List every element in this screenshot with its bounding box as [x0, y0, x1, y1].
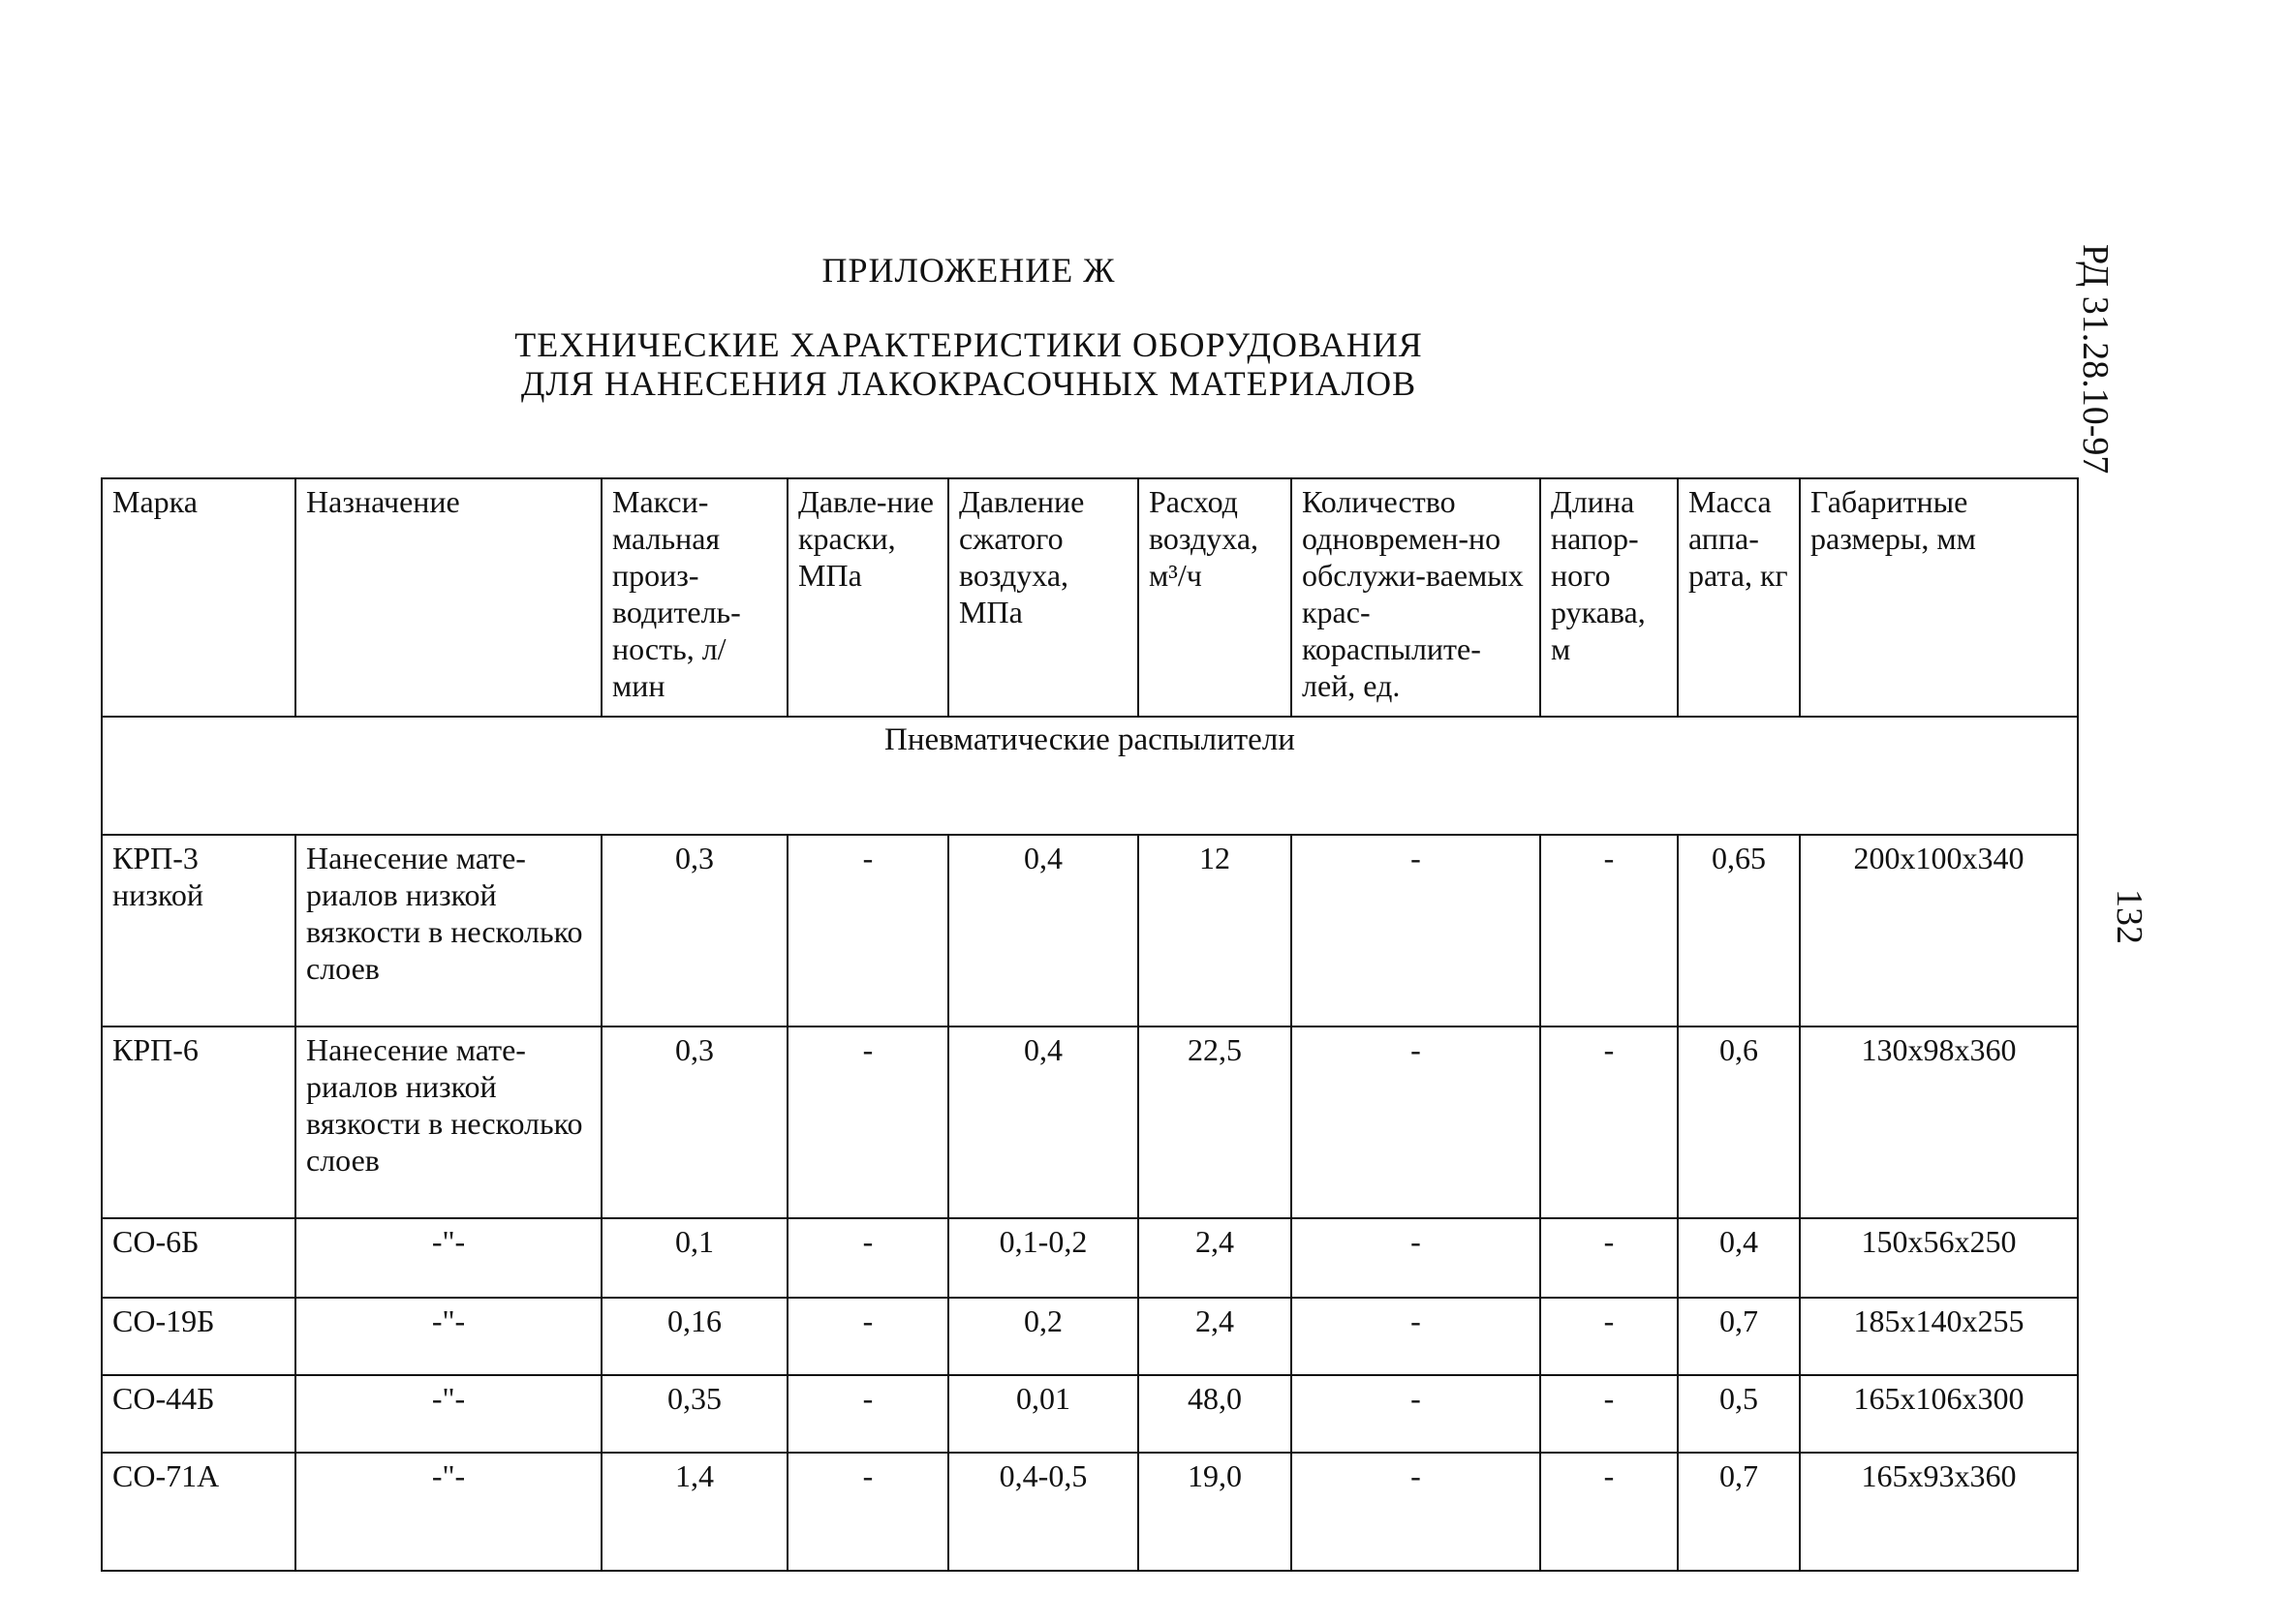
cell-mass: 0,7 — [1678, 1453, 1800, 1571]
cell-air-consumption: 2,4 — [1138, 1298, 1291, 1375]
cell-purpose: Нанесение мате-риалов низкой вязкости в несколько слоев — [295, 1026, 602, 1218]
cell-dimensions: 200x100x340 — [1800, 835, 2078, 1026]
cell-mass: 0,65 — [1678, 835, 1800, 1026]
document-title-line1: ТЕХНИЧЕСКИЕ ХАРАКТЕРИСТИКИ ОБОРУДОВАНИЯ — [514, 325, 1423, 364]
table-row — [102, 1453, 2078, 1571]
cell-productivity: 0,16 — [602, 1298, 788, 1375]
header-max-productivity: Макси-мальная произ-водитель-ность, л/мин — [602, 478, 788, 717]
cell-air-consumption: 12 — [1138, 835, 1291, 1026]
cell-mass: 0,4 — [1678, 1218, 1800, 1298]
header-sprayer-count: Количество одновремен-но обслужи-ваемых крас-кораспылите-лей, ед. — [1291, 478, 1540, 717]
header-brand: Марка — [102, 478, 295, 717]
cell-brand: СО-71А — [102, 1453, 295, 1571]
cell-purpose: -"- — [295, 1298, 602, 1375]
cell-paint-pressure: - — [788, 1026, 948, 1218]
cell-productivity: 0,1 — [602, 1218, 788, 1298]
cell-hose-length: - — [1540, 1453, 1678, 1571]
table-row — [102, 1298, 2078, 1375]
cell-purpose: -"- — [295, 1218, 602, 1298]
cell-hose-length: - — [1540, 1298, 1678, 1375]
cell-dimensions: 185x140x255 — [1800, 1298, 2078, 1375]
table-header-row — [102, 478, 2078, 717]
cell-air-pressure: 0,01 — [948, 1375, 1138, 1453]
table-row — [102, 1375, 2078, 1453]
group-title: Пневматические распылители — [102, 717, 2078, 835]
cell-hose-length: - — [1540, 835, 1678, 1026]
table-row — [102, 835, 2078, 1026]
cell-sprayer-count: - — [1291, 1375, 1540, 1453]
cell-dimensions: 165x106x300 — [1800, 1375, 2078, 1453]
cell-air-pressure: 0,2 — [948, 1298, 1138, 1375]
cell-mass: 0,6 — [1678, 1026, 1800, 1218]
header-air-pressure: Давление сжатого воздуха, МПа — [948, 478, 1138, 717]
cell-productivity: 0,35 — [602, 1375, 788, 1453]
cell-air-consumption: 48,0 — [1138, 1375, 1291, 1453]
cell-sprayer-count: - — [1291, 835, 1540, 1026]
cell-sprayer-count: - — [1291, 1026, 1540, 1218]
appendix-label: ПРИЛОЖЕНИЕ Ж — [821, 251, 1116, 290]
cell-purpose: Нанесение мате-риалов низкой вязкости в несколько слоев — [295, 835, 602, 1026]
header-paint-pressure: Давле-ние краски, МПа — [788, 478, 948, 717]
cell-hose-length: - — [1540, 1026, 1678, 1218]
header-hose-length: Длина напор-ного рукава, м — [1540, 478, 1678, 717]
cell-productivity: 1,4 — [602, 1453, 788, 1571]
cell-brand: СО-6Б — [102, 1218, 295, 1298]
cell-paint-pressure: - — [788, 1218, 948, 1298]
cell-dimensions: 165x93x360 — [1800, 1453, 2078, 1571]
cell-paint-pressure: - — [788, 1453, 948, 1571]
cell-productivity: 0,3 — [602, 1026, 788, 1218]
cell-air-consumption: 19,0 — [1138, 1453, 1291, 1571]
table-row — [102, 1026, 2078, 1218]
cell-sprayer-count: - — [1291, 1298, 1540, 1375]
cell-hose-length: - — [1540, 1218, 1678, 1298]
cell-productivity: 0,3 — [602, 835, 788, 1026]
cell-dimensions: 130x98x360 — [1800, 1026, 2078, 1218]
cell-air-pressure: 0,4-0,5 — [948, 1453, 1138, 1571]
cell-purpose: -"- — [295, 1453, 602, 1571]
cell-hose-length: - — [1540, 1375, 1678, 1453]
header-air-consumption: Расход воздуха, м³/ч — [1138, 478, 1291, 717]
cell-brand: КРП-3 низкой — [102, 835, 295, 1026]
cell-brand: СО-19Б — [102, 1298, 295, 1375]
cell-purpose: -"- — [295, 1375, 602, 1453]
document-code: РД 31.28.10-97 — [2075, 244, 2116, 475]
cell-air-pressure: 0,4 — [948, 835, 1138, 1026]
document-title-line2: ДЛЯ НАНЕСЕНИЯ ЛАКОКРАСОЧНЫХ МАТЕРИАЛОВ — [520, 364, 1417, 403]
cell-air-pressure: 0,1-0,2 — [948, 1218, 1138, 1298]
table-row — [102, 1218, 2078, 1298]
equipment-table — [101, 477, 2079, 1572]
cell-air-consumption: 22,5 — [1138, 1026, 1291, 1218]
header-dimensions: Габаритные размеры, мм — [1800, 478, 2078, 717]
cell-sprayer-count: - — [1291, 1218, 1540, 1298]
cell-brand: СО-44Б — [102, 1375, 295, 1453]
cell-air-pressure: 0,4 — [948, 1026, 1138, 1218]
cell-dimensions: 150x56x250 — [1800, 1218, 2078, 1298]
cell-mass: 0,7 — [1678, 1298, 1800, 1375]
group-row — [102, 717, 2078, 835]
header-mass: Масса аппа-рата, кг — [1678, 478, 1800, 717]
cell-paint-pressure: - — [788, 1375, 948, 1453]
cell-mass: 0,5 — [1678, 1375, 1800, 1453]
page-number: 132 — [2109, 889, 2149, 944]
cell-paint-pressure: - — [788, 835, 948, 1026]
cell-sprayer-count: - — [1291, 1453, 1540, 1571]
cell-paint-pressure: - — [788, 1298, 948, 1375]
header-purpose: Назначение — [295, 478, 602, 717]
cell-brand: КРП-6 — [102, 1026, 295, 1218]
cell-air-consumption: 2,4 — [1138, 1218, 1291, 1298]
